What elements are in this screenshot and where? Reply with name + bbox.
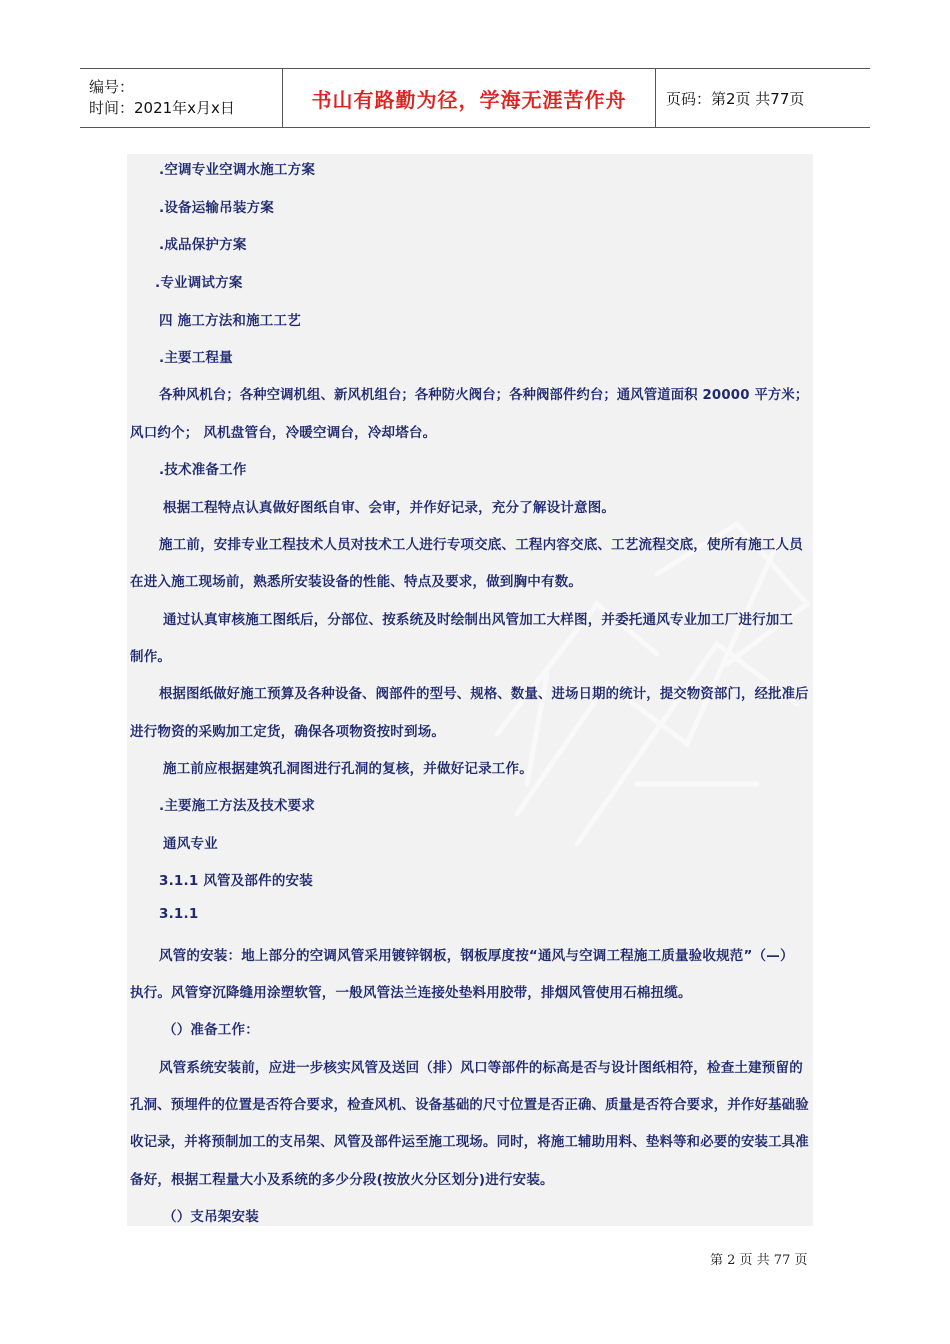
- subheading-tech-prep: .技术准备工作: [159, 462, 247, 478]
- paragraph-line: 制作。: [130, 649, 172, 665]
- paragraph-line: 根据工程特点认真做好图纸自审、会审，并作好记录，充分了解设计意图。: [163, 500, 616, 516]
- page-footer: 第 2 页 共 77 页: [710, 1253, 808, 1268]
- header-page-info: 页码：第2页 共77页: [666, 89, 805, 108]
- section-number: 3.1.1: [159, 906, 199, 922]
- paragraph-line: 通过认真审核施工图纸后，分部位、按系统及时绘制出风管加工大样图，并委托通风专业加工厂进行加工: [163, 612, 794, 628]
- chapter-heading: 四 施工方法和施工工艺: [159, 313, 301, 329]
- section-item-commissioning: .专业调试方案: [155, 275, 243, 291]
- subheading-quantities: .主要工程量: [159, 350, 233, 366]
- header-meta: [80, 69, 282, 127]
- header-motto: [282, 69, 656, 127]
- motto-text: 书山有路勤为径，学海无涯苦作舟: [311, 87, 627, 112]
- paragraph-line: 根据图纸做好施工预算及各种设备、阀部件的型号、规格、数量、进场日期的统计，提交物资部门，经批准后: [159, 686, 809, 702]
- paragraph-line: 进行物资的采购加工定货，确保各项物资按时到场。: [130, 724, 446, 740]
- document-body: [127, 154, 813, 1226]
- paragraph-line: 施工前应根据建筑孔洞图进行孔洞的复核，并做好记录工作。: [163, 761, 533, 777]
- paragraph-line: 收记录，并将预制加工的支吊架、风管及部件运至施工现场。同时，将施工辅助用料、垫料等和必要的安装工具准: [130, 1134, 809, 1150]
- section-item-product-protection: .成品保护方案: [159, 237, 247, 253]
- section-item-ac-water: .空调专业空调水施工方案: [159, 162, 316, 178]
- subheading-hangers: （）支吊架安装: [163, 1209, 259, 1225]
- subheading-ventilation: 通风专业: [163, 836, 218, 852]
- paragraph-line: 孔洞、预埋件的位置是否符合要求，检查风机、设备基础的尺寸位置是否正确、质量是否符合要求，并作好基础验: [130, 1097, 809, 1113]
- paragraph-line: 备好，根据工程量大小及系统的多少分段(按放火分区划分)进行安装。: [130, 1172, 554, 1188]
- paragraph-line: 风管的安装：地上部分的空调风管采用镀锌钢板，钢板厚度按“通风与空调工程施工质量验收规范”（—）: [159, 948, 794, 964]
- code-label: 编号：: [89, 78, 135, 96]
- paragraph-line: 施工前，安排专业工程技术人员对技术工人进行专项交底、工程内容交底、工艺流程交底，使所有施工人员: [159, 537, 803, 553]
- subheading-preparation: （）准备工作：: [163, 1022, 259, 1038]
- paragraph-line: 风口约个； 风机盘管台，冷暖空调台，冷却塔台。: [130, 425, 437, 441]
- section-item-equipment-lifting: .设备运输吊装方案: [159, 200, 274, 216]
- subheading-methods: .主要施工方法及技术要求: [159, 798, 316, 814]
- page-header: [80, 68, 870, 128]
- paragraph-line: 各种风机台；各种空调机组、新风机组台；各种防火阀台；各种阀部件约台；通风管道面积 20000 平方米；: [159, 387, 809, 403]
- subheading-duct-install: 3.1.1 风管及部件的安装: [159, 873, 313, 889]
- time-label: 时间：2021年x月x日: [89, 99, 235, 117]
- paragraph-line: 在进入施工现场前，熟悉所安装设备的性能、特点及要求，做到胸中有数。: [130, 574, 583, 590]
- paragraph-line: 风管系统安装前，应进一步核实风管及送回（排）风口等部件的标高是否与设计图纸相符，检查土建预留的: [159, 1060, 803, 1076]
- paragraph-line: 执行。风管穿沉降缝用涂塑软管，一般风管法兰连接处垫料用胶带，排烟风管使用石棉扭缆。: [130, 985, 692, 1001]
